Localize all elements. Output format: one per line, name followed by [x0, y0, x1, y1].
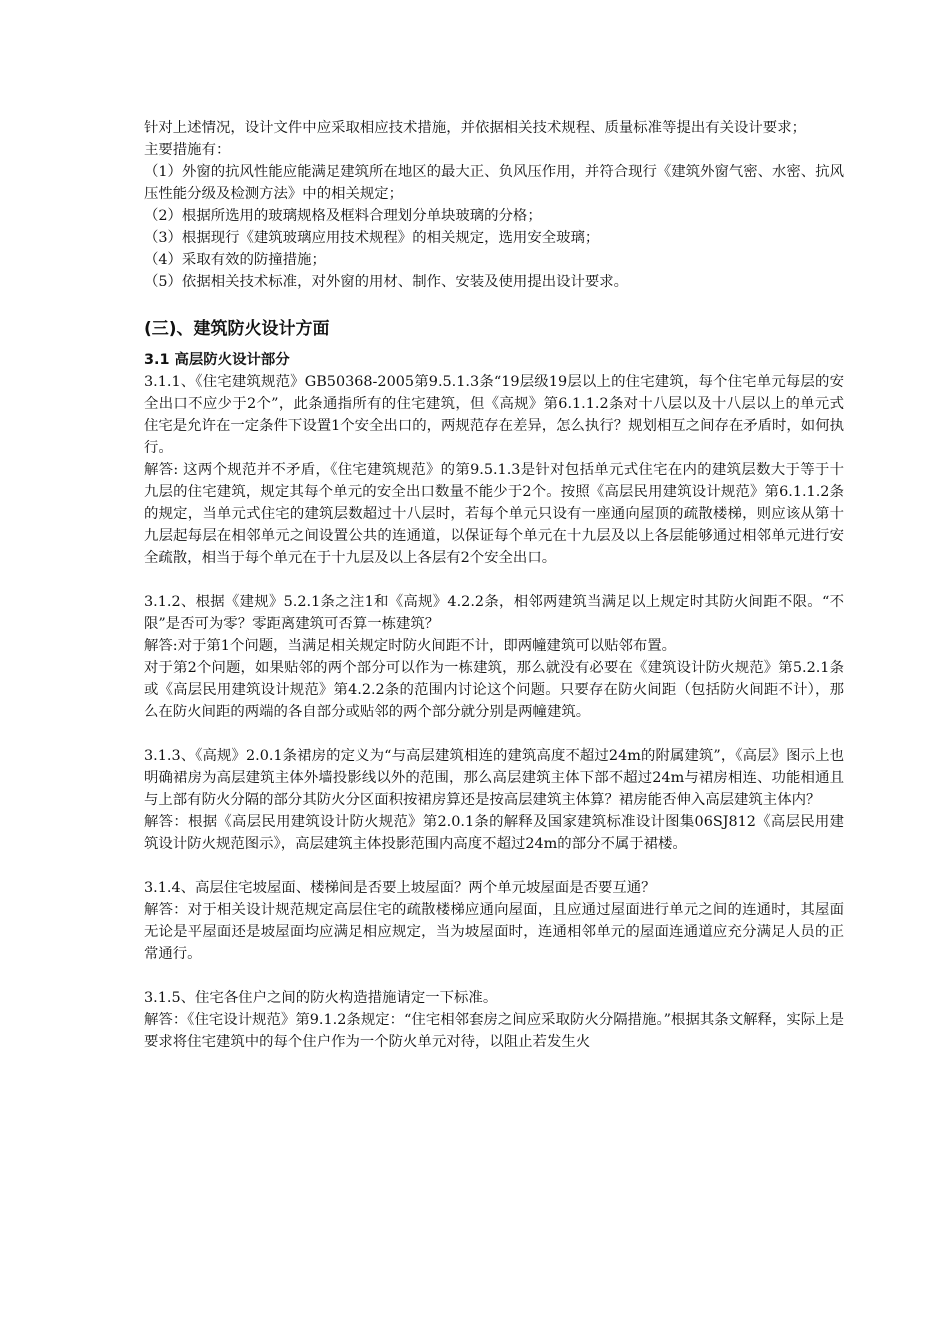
document-page [144, 117, 844, 1053]
answer-3-1-5: 解答：《住宅设计规范》第9.1.2条规定：“住宅相邻套房之间应采取防火分隔措施。”根据其条文解释，实际上是要求将住宅建筑中的每个住户作为一个防火单元对待，以阻止若发生火 [144, 1012, 844, 1050]
paragraph-gap [144, 855, 844, 877]
paragraph-gap [144, 723, 844, 745]
question-3-1-4: 3.1.4、高层住宅坡屋面、楼梯间是否要上坡屋面？两个单元坡屋面是否要互通？ [144, 880, 656, 896]
answer-3-1-4: 解答：对于相关设计规范规定高层住宅的疏散楼梯应通向屋面，且应通过屋面进行单元之间的连通时，其屋面无论是平屋面还是坡屋面均应满足相应规定，当为坡屋面时，连通相邻单元的屋面连通道应充分满足人员的正常通行。 [144, 902, 844, 962]
section-title: (三)、建筑防火设计方面 [144, 319, 330, 339]
measure-item: （2）根据所选用的玻璃规格及框料合理划分单块玻璃的分格； [144, 208, 542, 224]
answer-3-1-2-part2: 对于第2个问题，如果贴邻的两个部分可以作为一栋建筑，那么就没有必要在《建筑设计防火规范》第5.2.1条或《高层民用建筑设计规范》第4.2.2条的范围内讨论这个问题。只要存在防火间距（包括防火间距不计），那么在防火间距的两端的各自部分或贴邻的两个部分就分别是两幢建筑。 [144, 660, 844, 720]
measures-heading: 主要措施有： [144, 142, 231, 158]
answer-3-1-2-part1: 解答:对于第1个问题，当满足相关规定时防火间距不计，即两幢建筑可以贴邻布置。 [144, 638, 677, 654]
measure-item: （3）根据现行《建筑玻璃应用技术规程》的相关规定，选用安全玻璃； [144, 230, 600, 246]
measure-item: （1）外窗的抗风性能应能满足建筑所在地区的最大正、负风压作用，并符合现行《建筑外窗气密、水密、抗风压性能分级及检测方法》中的相关规定； [144, 164, 844, 202]
question-3-1-2: 3.1.2、根据《建规》5.2.1条之注1和《高规》4.2.2条，相邻两建筑当满足以上规定时其防火间距不限。“不限”是否可为零？零距离建筑可否算一栋建筑？ [144, 594, 844, 632]
measure-item: （5）依据相关技术标准，对外窗的用材、制作、安装及使用提出设计要求。 [144, 274, 629, 290]
answer-3-1-1: 解答: 这两个规范并不矛盾，《住宅建筑规范》的第9.5.1.3是针对包括单元式住宅在内的建筑层数大于等于十九层的住宅建筑，规定其每个单元的安全出口数量不能少于2个。按照《高层民用建筑设计规范》第6.1.1.2条的规定，当单元式住宅的建筑层数超过十八层时，若每个单元只设有一座通向屋顶的疏散楼梯，则应该从第十九层起每层在相邻单元之间设置公共的连通道，以保证每个单元在十九层及以上各层能够通过相邻单元进行安全疏散，相当于每个单元在于十九层及以上各层有2个安全出口。 [144, 462, 844, 566]
question-3-1-5: 3.1.5、住宅各住户之间的防火构造措施请定一下标准。 [144, 990, 498, 1006]
question-3-1-1: 3.1.1、《住宅建筑规范》GB50368-2005第9.5.1.3条“19层级19层以上的住宅建筑，每个住宅单元每层的安全出口不应少于2个”，此条通指所有的住宅建筑，但《高规》第6.1.1.2条对十八层以及十八层以上的单元式住宅是允许在一定条件下设置1个安全出口的，两规范存在差异，怎么执行？规划相互之间存在矛盾时，如何执行。 [144, 374, 844, 456]
paragraph-gap [144, 965, 844, 987]
intro-paragraph: 针对上述情况，设计文件中应采取相应技术措施，并依据相关技术规程、质量标准等提出有关设计要求； [144, 120, 806, 136]
measure-item: （4）采取有效的防撞措施； [144, 252, 326, 268]
answer-3-1-3: 解答：根据《高层民用建筑设计防火规范》第2.0.1条的解释及国家建筑标准设计图集06SJ812《高层民用建筑设计防火规范图示》，高层建筑主体投影范围内高度不超过24m的部分不属于裙楼。 [144, 814, 844, 852]
question-3-1-3: 3.1.3、《高规》2.0.1条裙房的定义为“与高层建筑相连的建筑高度不超过24m的附属建筑”，《高层》图示上也明确裙房为高层建筑主体外墙投影线以外的范围，那么高层建筑主体下部不超过24m与裙房相连、功能相通且与上部有防火分隔的部分其防火分区面积按裙房算还是按高层建筑主体算？裙房能否伸入高层建筑主体内？ [144, 748, 844, 808]
subsection-title: 3.1 高层防火设计部分 [144, 352, 290, 368]
paragraph-gap [144, 569, 844, 591]
